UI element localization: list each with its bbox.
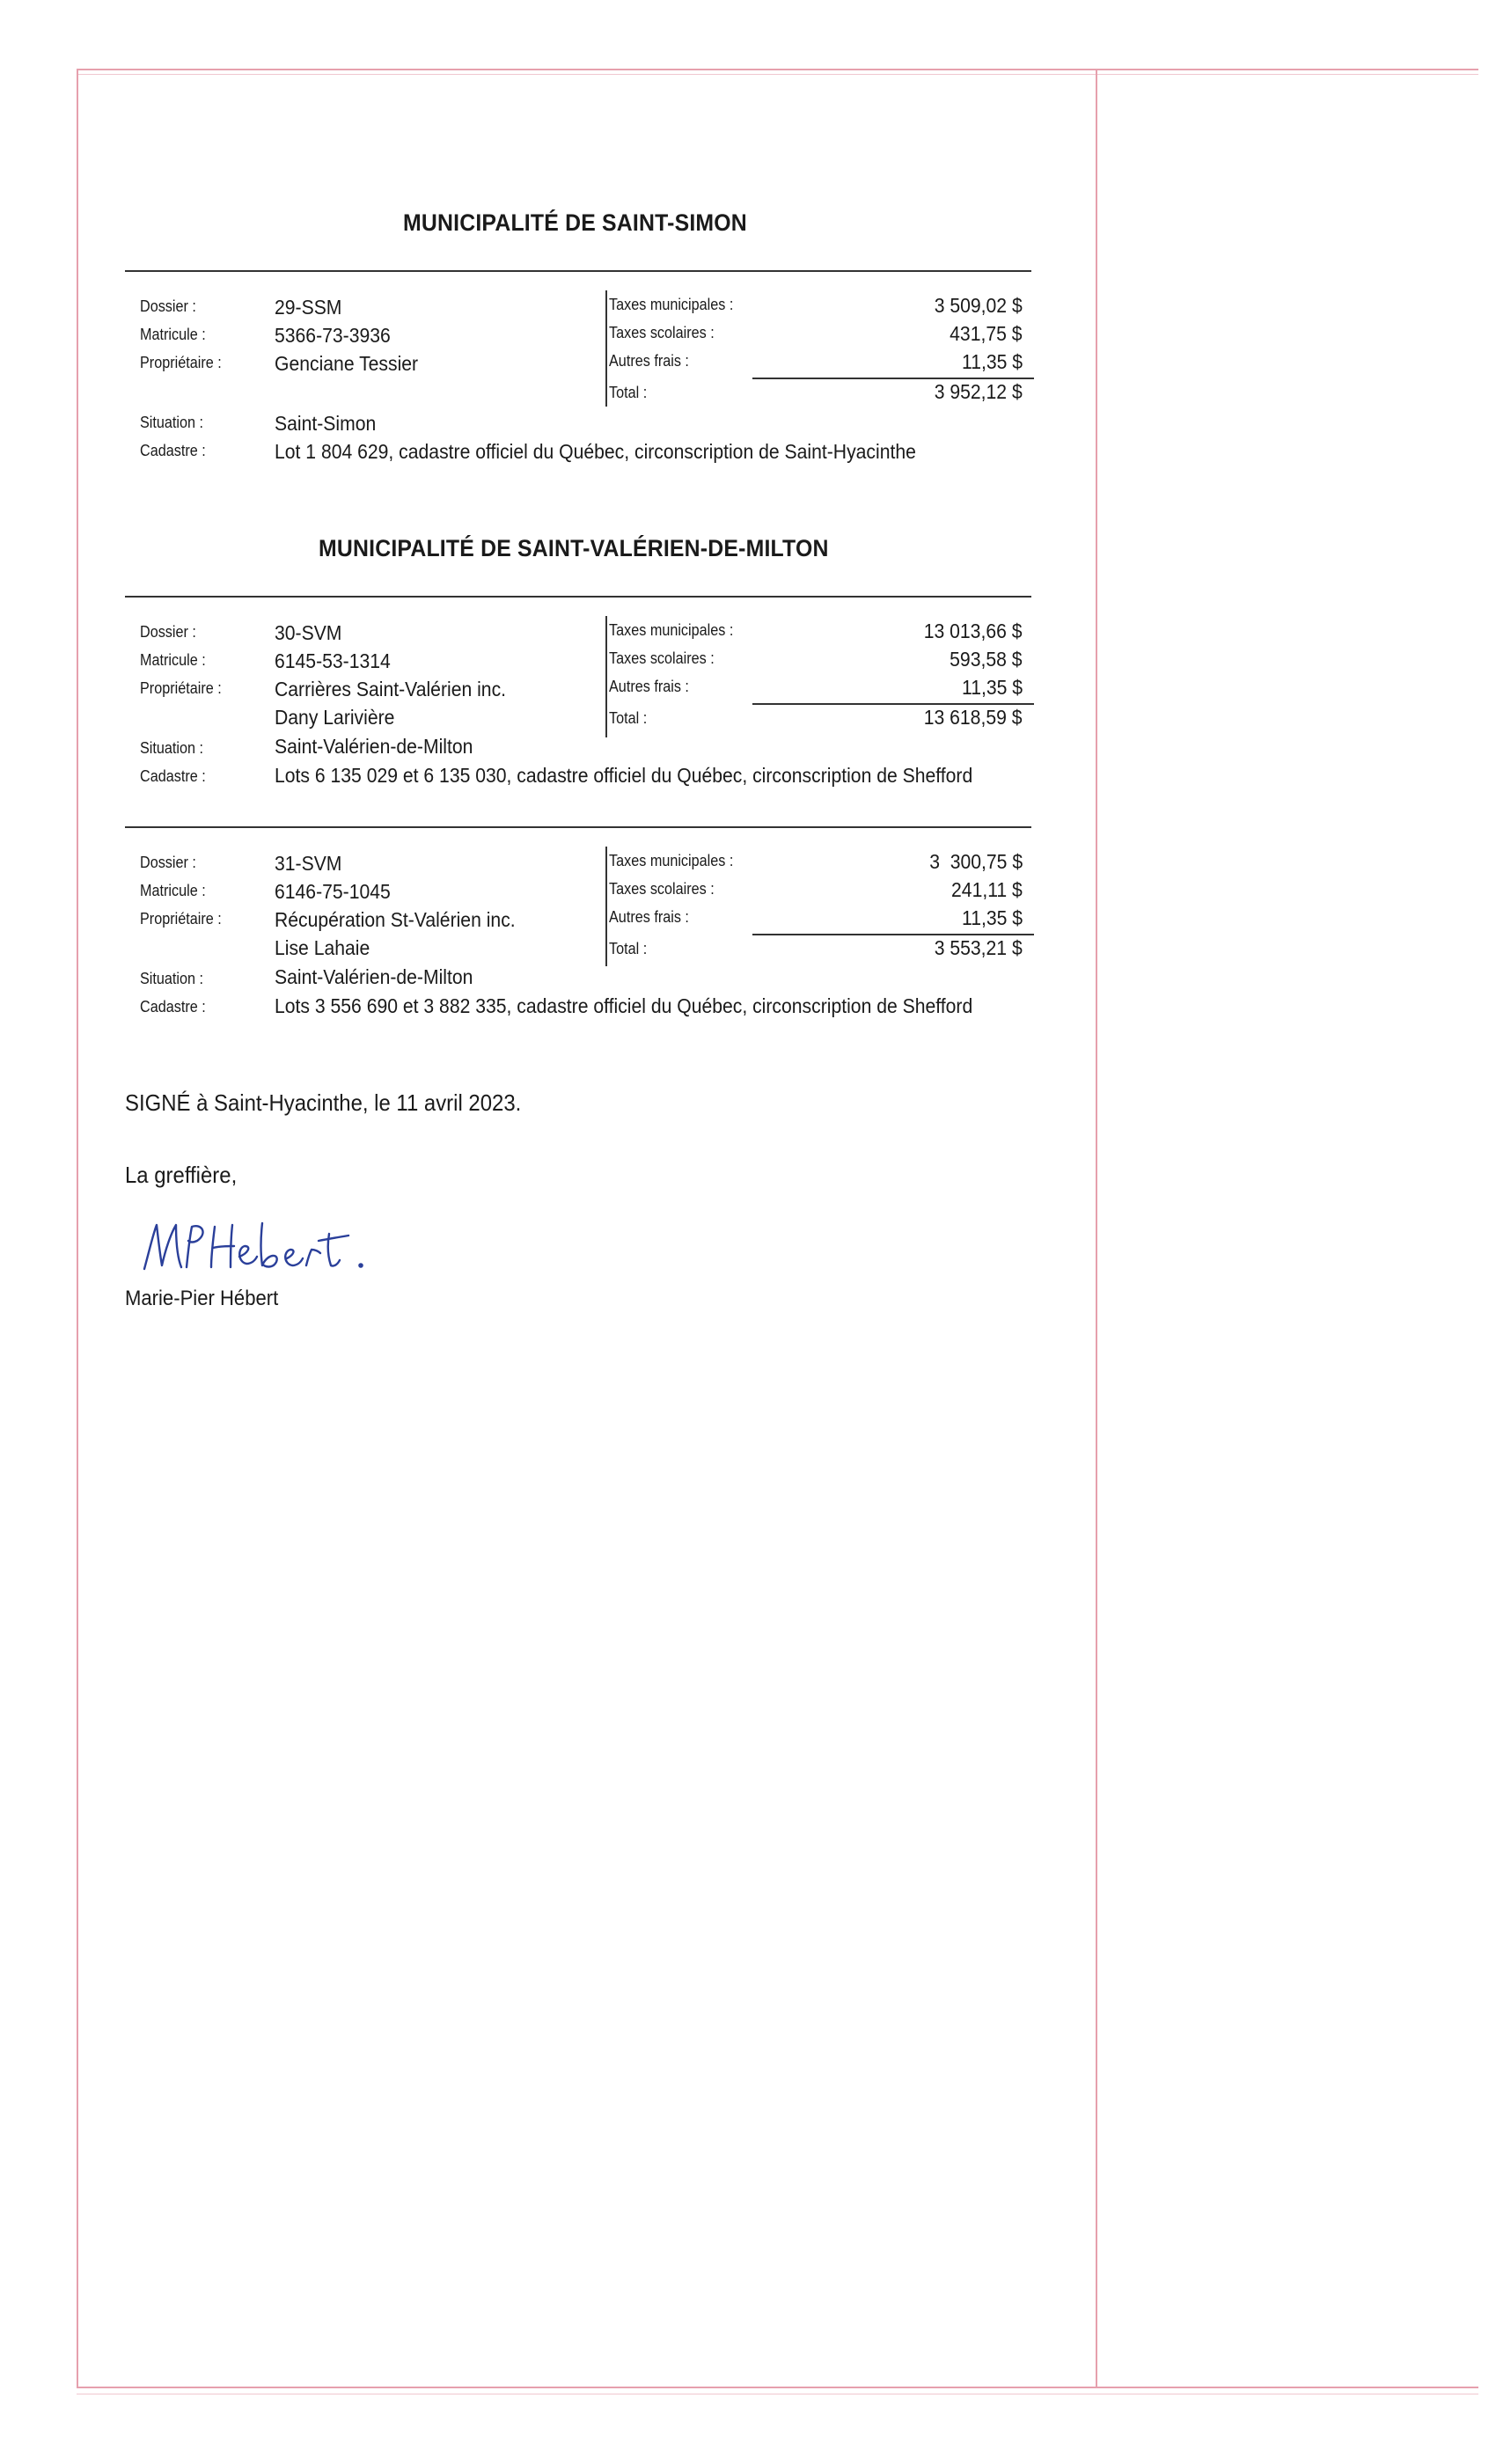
property-record [125, 616, 1031, 801]
taxes-municipales-value: 3 509,02 $ [934, 294, 1023, 317]
taxes-divider [605, 616, 607, 737]
handwritten-signature [139, 1214, 403, 1298]
total-value: 3 952,12 $ [934, 380, 1023, 403]
matricule-label: Matricule : [140, 882, 206, 899]
dossier-label: Dossier : [140, 297, 196, 315]
cadastre-label: Cadastre : [140, 998, 206, 1016]
dossier-value: 31-SVM [275, 852, 342, 875]
dossier-label: Dossier : [140, 854, 196, 871]
taxes-municipales-label: Taxes municipales : [609, 852, 734, 869]
total-value: 3 553,21 $ [934, 936, 1023, 959]
total-label: Total : [609, 709, 648, 727]
matricule-label: Matricule : [140, 326, 206, 343]
sum-line [752, 934, 1034, 935]
section-heading: MUNICIPALITÉ DE SAINT-SIMON [403, 209, 747, 236]
dossier-value: 30-SVM [275, 621, 342, 644]
matricule-value: 5366-73-3936 [275, 324, 391, 347]
matricule-value: 6145-53-1314 [275, 649, 391, 672]
taxes-scolaires-value: 241,11 $ [951, 878, 1023, 901]
proprietaire-label: Propriétaire : [140, 910, 222, 928]
taxes-scolaires-label: Taxes scolaires : [609, 649, 715, 667]
dossier-value: 29-SSM [275, 296, 342, 319]
proprietaire-label: Propriétaire : [140, 354, 222, 371]
taxes-municipales-label: Taxes municipales : [609, 296, 734, 313]
page-border-top [77, 69, 1478, 70]
signature-drawing [139, 1214, 403, 1294]
total-value: 13 618,59 $ [924, 706, 1023, 729]
section-rule [125, 270, 1031, 272]
cadastre-value: Lots 3 556 690 et 3 882 335, cadastre officiel du Québec, circonscription de Shefford [275, 994, 973, 1017]
cadastre-value: Lots 6 135 029 et 6 135 030, cadastre officiel du Québec, circonscription de Shefford [275, 764, 973, 787]
page-border-left [77, 69, 78, 2387]
autres-frais-value: 11,35 $ [961, 906, 1023, 929]
autres-frais-label: Autres frais : [609, 678, 689, 695]
taxes-divider [605, 847, 607, 966]
section-heading: MUNICIPALITÉ DE SAINT-VALÉRIEN-DE-MILTON [319, 535, 829, 561]
matricule-value: 6146-75-1045 [275, 880, 391, 903]
taxes-divider [605, 290, 607, 407]
situation-label: Situation : [140, 970, 204, 987]
autres-frais-value: 11,35 $ [961, 350, 1023, 373]
taxes-scolaires-label: Taxes scolaires : [609, 324, 715, 341]
total-label: Total : [609, 384, 648, 401]
section-rule [125, 826, 1031, 828]
proprietaire-value: Récupération St-Valérien inc. [275, 908, 516, 931]
taxes-scolaires-label: Taxes scolaires : [609, 880, 715, 898]
autres-frais-label: Autres frais : [609, 352, 689, 370]
signatory-role: La greffière, [125, 1162, 238, 1188]
taxes-municipales-label: Taxes municipales : [609, 621, 734, 639]
taxes-scolaires-value: 593,58 $ [950, 648, 1023, 671]
signed-statement: SIGNÉ à Saint-Hyacinthe, le 11 avril 2023. [125, 1089, 522, 1116]
section-rule [125, 596, 1031, 598]
taxes-municipales-value: 13 013,66 $ [924, 620, 1023, 642]
matricule-label: Matricule : [140, 651, 206, 669]
sum-line [752, 378, 1034, 379]
property-record [125, 847, 1031, 1031]
taxes-scolaires-value: 431,75 $ [950, 322, 1023, 345]
autres-frais-value: 11,35 $ [961, 676, 1023, 699]
page-border-bottom [77, 2387, 1478, 2388]
page-border-top-inner [77, 74, 1478, 75]
situation-value: Saint-Valérien-de-Milton [275, 735, 473, 758]
cadastre-value: Lot 1 804 629, cadastre officiel du Québec, circonscription de Saint-Hyacinthe [275, 440, 916, 463]
autres-frais-label: Autres frais : [609, 908, 689, 926]
signatory-name: Marie-Pier Hébert [125, 1287, 279, 1310]
sum-line [752, 703, 1034, 705]
total-label: Total : [609, 940, 648, 957]
cadastre-label: Cadastre : [140, 767, 206, 785]
situation-label: Situation : [140, 414, 204, 431]
dossier-label: Dossier : [140, 623, 196, 641]
proprietaire-value: Genciane Tessier [275, 352, 419, 375]
property-record [125, 290, 1031, 475]
proprietaire-value-2: Dany Larivière [275, 706, 395, 729]
cadastre-label: Cadastre : [140, 442, 206, 459]
proprietaire-value-2: Lise Lahaie [275, 936, 370, 959]
situation-value: Saint-Valérien-de-Milton [275, 965, 473, 988]
page-border-right [1096, 69, 1097, 2387]
situation-label: Situation : [140, 739, 204, 757]
proprietaire-label: Propriétaire : [140, 679, 222, 697]
proprietaire-value: Carrières Saint-Valérien inc. [275, 678, 507, 700]
taxes-municipales-value: 3 300,75 $ [929, 850, 1023, 873]
situation-value: Saint-Simon [275, 412, 377, 435]
